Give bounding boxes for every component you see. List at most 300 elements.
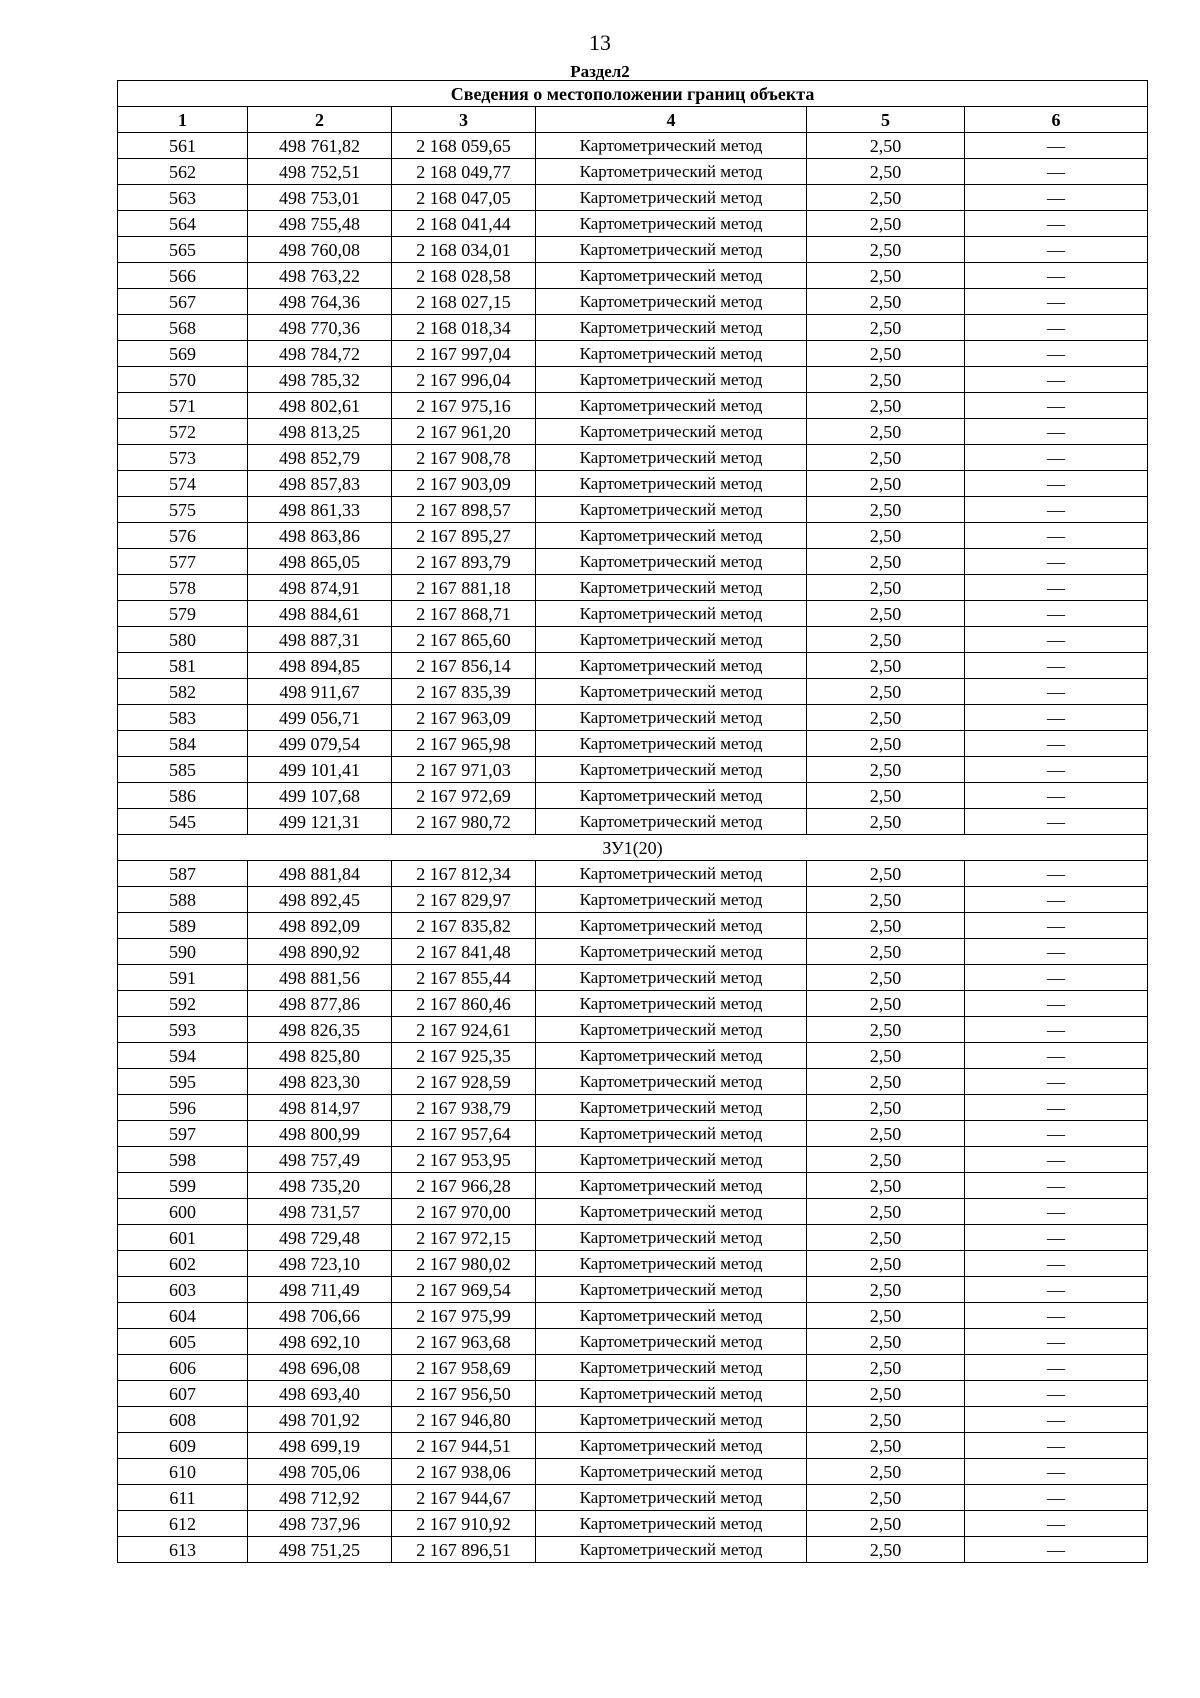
point-number-cell: 576 — [118, 523, 248, 549]
y-coordinate-cell: 2 168 041,44 — [392, 211, 536, 237]
point-number-cell: 587 — [118, 861, 248, 887]
y-coordinate-cell: 2 167 812,34 — [392, 861, 536, 887]
method-cell: Картометрический метод — [536, 1069, 807, 1095]
table-row — [118, 809, 1148, 835]
accuracy-cell: 2,50 — [807, 419, 965, 445]
y-coordinate-cell: 2 167 963,09 — [392, 705, 536, 731]
method-cell: Картометрический метод — [536, 471, 807, 497]
y-coordinate-cell: 2 167 957,64 — [392, 1121, 536, 1147]
method-cell: Картометрический метод — [536, 237, 807, 263]
y-coordinate-cell: 2 167 835,82 — [392, 913, 536, 939]
y-coordinate-cell: 2 167 970,00 — [392, 1199, 536, 1225]
description-cell: — — [965, 497, 1148, 523]
x-coordinate-cell: 498 723,10 — [248, 1251, 392, 1277]
y-coordinate-cell: 2 168 018,34 — [392, 315, 536, 341]
description-cell: — — [965, 1147, 1148, 1173]
y-coordinate-cell: 2 168 049,77 — [392, 159, 536, 185]
table-row — [118, 705, 1148, 731]
x-coordinate-cell: 498 757,49 — [248, 1147, 392, 1173]
table-row — [118, 393, 1148, 419]
point-number-cell: 613 — [118, 1537, 248, 1563]
y-coordinate-cell: 2 167 975,99 — [392, 1303, 536, 1329]
method-cell: Картометрический метод — [536, 1147, 807, 1173]
point-number-cell: 579 — [118, 601, 248, 627]
x-coordinate-cell: 498 731,57 — [248, 1199, 392, 1225]
description-cell: — — [965, 1277, 1148, 1303]
point-number-cell: 600 — [118, 1199, 248, 1225]
method-cell: Картометрический метод — [536, 185, 807, 211]
method-cell: Картометрический метод — [536, 523, 807, 549]
description-cell: — — [965, 289, 1148, 315]
x-coordinate-cell: 498 706,66 — [248, 1303, 392, 1329]
y-coordinate-cell: 2 167 956,50 — [392, 1381, 536, 1407]
x-coordinate-cell: 498 701,92 — [248, 1407, 392, 1433]
accuracy-cell: 2,50 — [807, 263, 965, 289]
accuracy-cell: 2,50 — [807, 809, 965, 835]
accuracy-cell: 2,50 — [807, 1043, 965, 1069]
description-cell: — — [965, 1173, 1148, 1199]
page-number: 13 — [589, 30, 611, 55]
method-cell: Картометрический метод — [536, 393, 807, 419]
accuracy-cell: 2,50 — [807, 1069, 965, 1095]
point-number-cell: 573 — [118, 445, 248, 471]
x-coordinate-cell: 498 760,08 — [248, 237, 392, 263]
x-coordinate-cell: 498 735,20 — [248, 1173, 392, 1199]
table-row — [118, 471, 1148, 497]
y-coordinate-cell: 2 167 829,97 — [392, 887, 536, 913]
accuracy-cell: 2,50 — [807, 731, 965, 757]
table-row — [118, 1485, 1148, 1511]
accuracy-cell: 2,50 — [807, 861, 965, 887]
point-number-cell: 609 — [118, 1433, 248, 1459]
description-cell: — — [965, 523, 1148, 549]
description-cell: — — [965, 367, 1148, 393]
description-cell: — — [965, 991, 1148, 1017]
accuracy-cell: 2,50 — [807, 1355, 965, 1381]
y-coordinate-cell: 2 167 895,27 — [392, 523, 536, 549]
y-coordinate-cell: 2 167 908,78 — [392, 445, 536, 471]
y-coordinate-cell: 2 167 881,18 — [392, 575, 536, 601]
accuracy-cell: 2,50 — [807, 393, 965, 419]
y-coordinate-cell: 2 167 963,68 — [392, 1329, 536, 1355]
y-coordinate-cell: 2 167 965,98 — [392, 731, 536, 757]
description-cell: — — [965, 705, 1148, 731]
accuracy-cell: 2,50 — [807, 211, 965, 237]
table-row — [118, 965, 1148, 991]
point-number-cell: 602 — [118, 1251, 248, 1277]
x-coordinate-cell: 498 892,09 — [248, 913, 392, 939]
description-cell: — — [965, 1069, 1148, 1095]
accuracy-cell: 2,50 — [807, 523, 965, 549]
description-cell: — — [965, 133, 1148, 159]
accuracy-cell: 2,50 — [807, 1511, 965, 1537]
method-cell: Картометрический метод — [536, 1537, 807, 1563]
accuracy-cell: 2,50 — [807, 367, 965, 393]
table-row — [118, 133, 1148, 159]
x-coordinate-cell: 498 814,97 — [248, 1095, 392, 1121]
x-coordinate-cell: 498 712,92 — [248, 1485, 392, 1511]
table-row — [118, 523, 1148, 549]
accuracy-cell: 2,50 — [807, 1147, 965, 1173]
column-header-row — [118, 107, 1148, 133]
point-number-cell: 582 — [118, 679, 248, 705]
method-cell: Картометрический метод — [536, 1017, 807, 1043]
method-cell: Картометрический метод — [536, 1511, 807, 1537]
y-coordinate-cell: 2 167 969,54 — [392, 1277, 536, 1303]
table-row — [118, 1433, 1148, 1459]
y-coordinate-cell: 2 167 835,39 — [392, 679, 536, 705]
accuracy-cell: 2,50 — [807, 601, 965, 627]
x-coordinate-cell: 498 763,22 — [248, 263, 392, 289]
point-number-cell: 586 — [118, 783, 248, 809]
accuracy-cell: 2,50 — [807, 679, 965, 705]
accuracy-cell: 2,50 — [807, 497, 965, 523]
x-coordinate-cell: 498 784,72 — [248, 341, 392, 367]
accuracy-cell: 2,50 — [807, 445, 965, 471]
x-coordinate-cell: 498 823,30 — [248, 1069, 392, 1095]
table-caption: Сведения о местоположении границ объекта — [118, 81, 1148, 107]
y-coordinate-cell: 2 167 938,79 — [392, 1095, 536, 1121]
description-cell: — — [965, 1121, 1148, 1147]
x-coordinate-cell: 498 865,05 — [248, 549, 392, 575]
y-coordinate-cell: 2 167 925,35 — [392, 1043, 536, 1069]
method-cell: Картометрический метод — [536, 731, 807, 757]
table-row — [118, 601, 1148, 627]
method-cell: Картометрический метод — [536, 1485, 807, 1511]
x-coordinate-cell: 498 705,06 — [248, 1459, 392, 1485]
description-cell: — — [965, 1407, 1148, 1433]
point-number-cell: 580 — [118, 627, 248, 653]
method-cell: Картометрический метод — [536, 497, 807, 523]
point-number-cell: 598 — [118, 1147, 248, 1173]
point-number-cell: 571 — [118, 393, 248, 419]
x-coordinate-cell: 498 751,25 — [248, 1537, 392, 1563]
table-row — [118, 679, 1148, 705]
description-cell: — — [965, 913, 1148, 939]
accuracy-cell: 2,50 — [807, 1485, 965, 1511]
point-number-cell: 599 — [118, 1173, 248, 1199]
method-cell: Картометрический метод — [536, 1433, 807, 1459]
description-cell: — — [965, 653, 1148, 679]
point-number-cell: 597 — [118, 1121, 248, 1147]
description-cell: — — [965, 1511, 1148, 1537]
description-cell: — — [965, 783, 1148, 809]
x-coordinate-cell: 498 802,61 — [248, 393, 392, 419]
method-cell: Картометрический метод — [536, 419, 807, 445]
accuracy-cell: 2,50 — [807, 1329, 965, 1355]
point-number-cell: 589 — [118, 913, 248, 939]
x-coordinate-cell: 498 881,56 — [248, 965, 392, 991]
accuracy-cell: 2,50 — [807, 1459, 965, 1485]
accuracy-cell: 2,50 — [807, 887, 965, 913]
accuracy-cell: 2,50 — [807, 705, 965, 731]
group-label: ЗУ1(20) — [118, 835, 1148, 861]
x-coordinate-cell: 498 884,61 — [248, 601, 392, 627]
y-coordinate-cell: 2 167 944,51 — [392, 1433, 536, 1459]
point-number-cell: 561 — [118, 133, 248, 159]
method-cell: Картометрический метод — [536, 211, 807, 237]
table-row — [118, 1095, 1148, 1121]
y-coordinate-cell: 2 167 944,67 — [392, 1485, 536, 1511]
x-coordinate-cell: 498 874,91 — [248, 575, 392, 601]
method-cell: Картометрический метод — [536, 575, 807, 601]
method-cell: Картометрический метод — [536, 1407, 807, 1433]
point-number-cell: 567 — [118, 289, 248, 315]
x-coordinate-cell: 499 107,68 — [248, 783, 392, 809]
x-coordinate-cell: 499 079,54 — [248, 731, 392, 757]
description-cell: — — [965, 1329, 1148, 1355]
y-coordinate-cell: 2 167 975,16 — [392, 393, 536, 419]
table-row — [118, 731, 1148, 757]
y-coordinate-cell: 2 167 980,72 — [392, 809, 536, 835]
y-coordinate-cell: 2 167 903,09 — [392, 471, 536, 497]
description-cell: — — [965, 861, 1148, 887]
description-cell: — — [965, 679, 1148, 705]
table-row — [118, 341, 1148, 367]
description-cell: — — [965, 419, 1148, 445]
table-row — [118, 939, 1148, 965]
method-cell: Картометрический метод — [536, 289, 807, 315]
y-coordinate-cell: 2 167 910,92 — [392, 1511, 536, 1537]
table-row — [118, 1355, 1148, 1381]
y-coordinate-cell: 2 167 961,20 — [392, 419, 536, 445]
point-number-cell: 594 — [118, 1043, 248, 1069]
accuracy-cell: 2,50 — [807, 1199, 965, 1225]
accuracy-cell: 2,50 — [807, 471, 965, 497]
method-cell: Картометрический метод — [536, 913, 807, 939]
table-row — [118, 1199, 1148, 1225]
description-cell: — — [965, 211, 1148, 237]
method-cell: Картометрический метод — [536, 1381, 807, 1407]
y-coordinate-cell: 2 167 953,95 — [392, 1147, 536, 1173]
y-coordinate-cell: 2 167 896,51 — [392, 1537, 536, 1563]
method-cell: Картометрический метод — [536, 133, 807, 159]
point-number-cell: 565 — [118, 237, 248, 263]
x-coordinate-cell: 498 826,35 — [248, 1017, 392, 1043]
x-coordinate-cell: 498 753,01 — [248, 185, 392, 211]
method-cell: Картометрический метод — [536, 627, 807, 653]
method-cell: Картометрический метод — [536, 1355, 807, 1381]
description-cell: — — [965, 575, 1148, 601]
table-row — [118, 445, 1148, 471]
table-row — [118, 1303, 1148, 1329]
table-head — [118, 81, 1148, 133]
description-cell: — — [965, 887, 1148, 913]
description-cell: — — [965, 315, 1148, 341]
description-cell: — — [965, 1303, 1148, 1329]
point-number-cell: 593 — [118, 1017, 248, 1043]
point-number-cell: 569 — [118, 341, 248, 367]
x-coordinate-cell: 498 699,19 — [248, 1433, 392, 1459]
method-cell: Картометрический метод — [536, 705, 807, 731]
x-coordinate-cell: 498 752,51 — [248, 159, 392, 185]
point-number-cell: 601 — [118, 1225, 248, 1251]
description-cell: — — [965, 1017, 1148, 1043]
description-cell: — — [965, 1095, 1148, 1121]
y-coordinate-cell: 2 167 972,69 — [392, 783, 536, 809]
y-coordinate-cell: 2 167 972,15 — [392, 1225, 536, 1251]
method-cell: Картометрический метод — [536, 1173, 807, 1199]
point-number-cell: 583 — [118, 705, 248, 731]
table-row — [118, 575, 1148, 601]
column-header: 2 — [248, 107, 392, 133]
x-coordinate-cell: 498 785,32 — [248, 367, 392, 393]
x-coordinate-cell: 498 892,45 — [248, 887, 392, 913]
point-number-cell: 590 — [118, 939, 248, 965]
table-row — [118, 497, 1148, 523]
point-number-cell: 563 — [118, 185, 248, 211]
y-coordinate-cell: 2 167 958,69 — [392, 1355, 536, 1381]
accuracy-cell: 2,50 — [807, 1017, 965, 1043]
y-coordinate-cell: 2 167 841,48 — [392, 939, 536, 965]
description-cell: — — [965, 731, 1148, 757]
point-number-cell: 605 — [118, 1329, 248, 1355]
table-row — [118, 1329, 1148, 1355]
method-cell: Картометрический метод — [536, 965, 807, 991]
x-coordinate-cell: 498 881,84 — [248, 861, 392, 887]
y-coordinate-cell: 2 167 966,28 — [392, 1173, 536, 1199]
description-cell: — — [965, 1485, 1148, 1511]
table-row — [118, 159, 1148, 185]
y-coordinate-cell: 2 167 898,57 — [392, 497, 536, 523]
x-coordinate-cell: 498 755,48 — [248, 211, 392, 237]
description-cell: — — [965, 237, 1148, 263]
point-number-cell: 566 — [118, 263, 248, 289]
y-coordinate-cell: 2 167 868,71 — [392, 601, 536, 627]
accuracy-cell: 2,50 — [807, 133, 965, 159]
description-cell: — — [965, 445, 1148, 471]
table-row — [118, 1251, 1148, 1277]
table-row — [118, 757, 1148, 783]
method-cell: Картометрический метод — [536, 809, 807, 835]
y-coordinate-cell: 2 167 893,79 — [392, 549, 536, 575]
table-row — [118, 315, 1148, 341]
table-row — [118, 263, 1148, 289]
y-coordinate-cell: 2 168 059,65 — [392, 133, 536, 159]
x-coordinate-cell: 499 101,41 — [248, 757, 392, 783]
point-number-cell: 564 — [118, 211, 248, 237]
y-coordinate-cell: 2 168 027,15 — [392, 289, 536, 315]
description-cell: — — [965, 601, 1148, 627]
accuracy-cell: 2,50 — [807, 159, 965, 185]
point-number-cell: 596 — [118, 1095, 248, 1121]
x-coordinate-cell: 498 887,31 — [248, 627, 392, 653]
table-row — [118, 913, 1148, 939]
accuracy-cell: 2,50 — [807, 1095, 965, 1121]
group-label-row — [118, 835, 1148, 861]
point-number-cell: 584 — [118, 731, 248, 757]
x-coordinate-cell: 498 696,08 — [248, 1355, 392, 1381]
x-coordinate-cell: 498 861,33 — [248, 497, 392, 523]
method-cell: Картометрический метод — [536, 549, 807, 575]
method-cell: Картометрический метод — [536, 159, 807, 185]
x-coordinate-cell: 498 852,79 — [248, 445, 392, 471]
description-cell: — — [965, 393, 1148, 419]
x-coordinate-cell: 498 764,36 — [248, 289, 392, 315]
description-cell: — — [965, 185, 1148, 211]
x-coordinate-cell: 498 737,96 — [248, 1511, 392, 1537]
column-header: 4 — [536, 107, 807, 133]
x-coordinate-cell: 499 056,71 — [248, 705, 392, 731]
x-coordinate-cell: 498 800,99 — [248, 1121, 392, 1147]
y-coordinate-cell: 2 168 028,58 — [392, 263, 536, 289]
table-row — [118, 367, 1148, 393]
description-cell: — — [965, 159, 1148, 185]
x-coordinate-cell: 498 693,40 — [248, 1381, 392, 1407]
y-coordinate-cell: 2 168 047,05 — [392, 185, 536, 211]
boundary-coordinates-table — [117, 80, 1148, 1563]
accuracy-cell: 2,50 — [807, 341, 965, 367]
description-cell: — — [965, 627, 1148, 653]
y-coordinate-cell: 2 167 980,02 — [392, 1251, 536, 1277]
table-row — [118, 1277, 1148, 1303]
section-title: Раздел2 — [570, 62, 630, 81]
accuracy-cell: 2,50 — [807, 1225, 965, 1251]
x-coordinate-cell: 498 877,86 — [248, 991, 392, 1017]
description-cell: — — [965, 1459, 1148, 1485]
y-coordinate-cell: 2 167 971,03 — [392, 757, 536, 783]
point-number-cell: 606 — [118, 1355, 248, 1381]
x-coordinate-cell: 498 729,48 — [248, 1225, 392, 1251]
accuracy-cell: 2,50 — [807, 965, 965, 991]
description-cell: — — [965, 1537, 1148, 1563]
point-number-cell: 595 — [118, 1069, 248, 1095]
table-row — [118, 1381, 1148, 1407]
method-cell: Картометрический метод — [536, 1251, 807, 1277]
table-row — [118, 549, 1148, 575]
description-cell: — — [965, 965, 1148, 991]
y-coordinate-cell: 2 167 928,59 — [392, 1069, 536, 1095]
x-coordinate-cell: 498 813,25 — [248, 419, 392, 445]
y-coordinate-cell: 2 167 856,14 — [392, 653, 536, 679]
column-header: 5 — [807, 107, 965, 133]
point-number-cell: 612 — [118, 1511, 248, 1537]
accuracy-cell: 2,50 — [807, 627, 965, 653]
point-number-cell: 562 — [118, 159, 248, 185]
accuracy-cell: 2,50 — [807, 1537, 965, 1563]
method-cell: Картометрический метод — [536, 263, 807, 289]
method-cell: Картометрический метод — [536, 341, 807, 367]
point-number-cell: 585 — [118, 757, 248, 783]
method-cell: Картометрический метод — [536, 1303, 807, 1329]
method-cell: Картометрический метод — [536, 1043, 807, 1069]
accuracy-cell: 2,50 — [807, 1381, 965, 1407]
point-number-cell: 607 — [118, 1381, 248, 1407]
point-number-cell: 572 — [118, 419, 248, 445]
point-number-cell: 603 — [118, 1277, 248, 1303]
accuracy-cell: 2,50 — [807, 783, 965, 809]
table-row — [118, 185, 1148, 211]
point-number-cell: 575 — [118, 497, 248, 523]
table-row — [118, 1511, 1148, 1537]
method-cell: Картометрический метод — [536, 887, 807, 913]
x-coordinate-cell: 498 761,82 — [248, 133, 392, 159]
point-number-cell: 591 — [118, 965, 248, 991]
accuracy-cell: 2,50 — [807, 185, 965, 211]
method-cell: Картометрический метод — [536, 1459, 807, 1485]
point-number-cell: 592 — [118, 991, 248, 1017]
table-row — [118, 991, 1148, 1017]
point-number-cell: 577 — [118, 549, 248, 575]
table-row — [118, 1173, 1148, 1199]
accuracy-cell: 2,50 — [807, 1433, 965, 1459]
x-coordinate-cell: 499 121,31 — [248, 809, 392, 835]
accuracy-cell: 2,50 — [807, 653, 965, 679]
point-number-cell: 608 — [118, 1407, 248, 1433]
accuracy-cell: 2,50 — [807, 757, 965, 783]
description-cell: — — [965, 1355, 1148, 1381]
method-cell: Картометрический метод — [536, 1225, 807, 1251]
